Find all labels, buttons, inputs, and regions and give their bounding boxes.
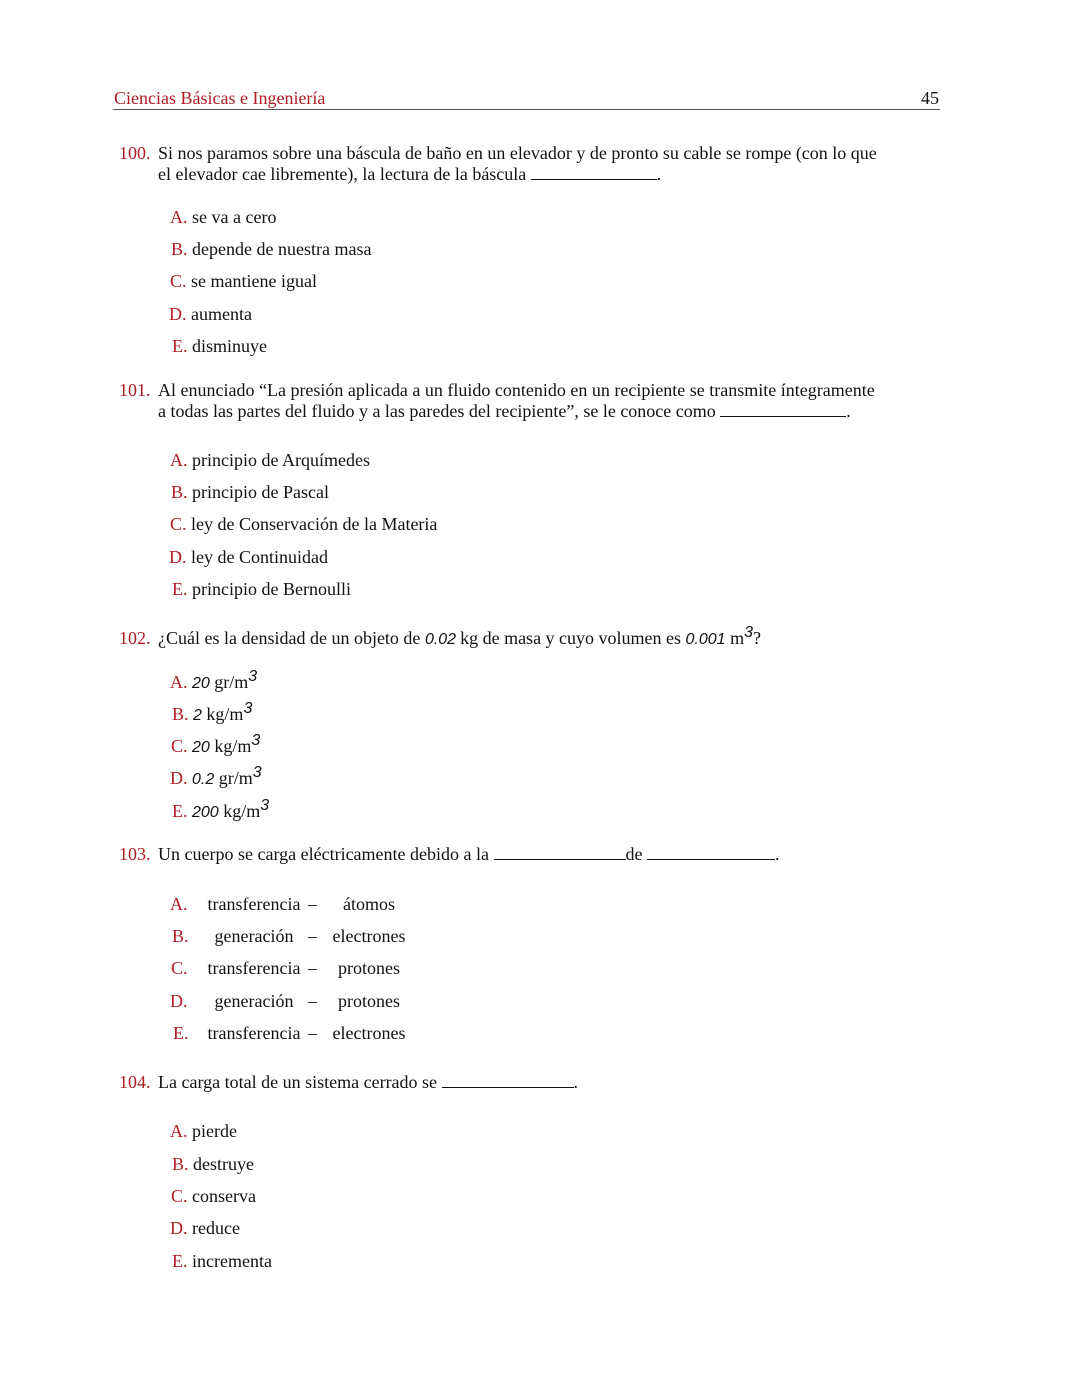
option-letter: B. xyxy=(171,239,188,259)
option-value: 2 xyxy=(193,707,202,724)
question-text: a todas las partes del fluido y a las paredes del recipiente”, se le conoce como . xyxy=(158,401,851,421)
option-dash: – xyxy=(308,926,317,946)
question-text xyxy=(158,843,780,865)
text-part: Un cuerpo se carga eléctricamente debido a la xyxy=(158,844,489,864)
option-exponent: 3 xyxy=(260,797,270,814)
option-value: 20 xyxy=(192,675,210,692)
option-text: pierde xyxy=(192,1121,237,1141)
option-second: electrones xyxy=(332,1023,406,1043)
header-title: Ciencias Básicas e Ingeniería xyxy=(114,88,326,108)
option xyxy=(170,1120,237,1142)
option-dash: – xyxy=(308,1023,317,1043)
option-exponent: 3 xyxy=(248,668,258,685)
answer-blank xyxy=(720,400,846,417)
option-unit: gr/m xyxy=(214,672,249,692)
option-unit: kg/m xyxy=(206,704,244,724)
option xyxy=(172,578,351,600)
option-letter: E. xyxy=(173,1023,189,1043)
text-part: . xyxy=(573,1072,579,1092)
option-text: reduce xyxy=(192,1218,240,1238)
option-letter: C. xyxy=(171,736,188,756)
option xyxy=(171,238,371,260)
option xyxy=(170,206,276,228)
option xyxy=(170,449,370,471)
question-text-line: el elevador cae libremente), la lectura de la báscula xyxy=(158,164,527,184)
option-unit: gr/m xyxy=(218,768,253,788)
option-text: se va a cero xyxy=(192,207,277,227)
header-rule xyxy=(113,109,940,110)
option xyxy=(172,700,253,727)
option-text: incrementa xyxy=(192,1251,272,1271)
option-letter: A. xyxy=(170,672,188,692)
mass-value: 0.02 xyxy=(424,631,457,648)
option-exponent: 3 xyxy=(243,700,253,717)
option-first: transferencia xyxy=(207,1023,301,1043)
option-value: 20 xyxy=(192,739,210,756)
text-part: ¿Cuál es la densidad de un objeto de xyxy=(158,628,421,648)
option-letter: B. xyxy=(171,482,188,502)
option-letter: D. xyxy=(170,1218,188,1238)
volume-value: 0.001 xyxy=(685,631,726,648)
option-letter: C. xyxy=(170,271,187,291)
question-text: el elevador cae libremente), la lectura de la báscula . xyxy=(158,164,662,184)
page-number: 45 xyxy=(921,88,939,108)
option-second: protones xyxy=(338,958,400,978)
option-text: principio de Pascal xyxy=(192,482,329,502)
option-letter: D. xyxy=(170,991,188,1011)
option xyxy=(171,481,329,503)
option-unit: kg/m xyxy=(223,801,261,821)
option-second: átomos xyxy=(343,894,395,914)
option xyxy=(170,1217,240,1239)
option-dash: – xyxy=(308,894,317,914)
text-part: ? xyxy=(753,628,761,648)
answer-blank xyxy=(442,1071,574,1088)
question-number: 103. xyxy=(119,844,151,864)
option xyxy=(171,1185,256,1207)
option-second: protones xyxy=(338,991,400,1011)
option-letter: A. xyxy=(170,450,188,470)
option xyxy=(172,335,267,357)
option-text: principio de Bernoulli xyxy=(192,579,351,599)
option-text: depende de nuestra masa xyxy=(192,239,372,259)
option-unit: kg/m xyxy=(214,736,252,756)
option xyxy=(169,546,328,568)
option-dash: – xyxy=(308,958,317,978)
question-text: Al enunciado “La presión aplicada a un fluido contenido en un recipiente se transmite íntegramente xyxy=(158,380,875,400)
option-text: aumenta xyxy=(191,304,252,324)
option-letter: E. xyxy=(172,801,188,821)
unit: m xyxy=(730,628,745,648)
option xyxy=(171,732,261,759)
option xyxy=(172,1153,254,1175)
option-first: transferencia xyxy=(207,894,301,914)
option-value: 0.2 xyxy=(192,771,215,788)
option-letter: C. xyxy=(171,958,188,978)
text-part: . xyxy=(775,844,780,864)
option xyxy=(172,1250,272,1272)
question-number: 104. xyxy=(119,1072,151,1092)
option-second: electrones xyxy=(332,926,406,946)
option-text: ley de Continuidad xyxy=(191,547,328,567)
option-first: transferencia xyxy=(207,958,301,978)
question-number: 100. xyxy=(119,143,151,163)
option xyxy=(172,797,270,824)
option-letter: D. xyxy=(169,304,187,324)
option xyxy=(170,270,317,292)
option-exponent: 3 xyxy=(252,764,262,781)
option-letter: E. xyxy=(172,579,188,599)
answer-blank-1 xyxy=(494,843,626,860)
question-text: Si nos paramos sobre una báscula de baño en un elevador y de pronto su cable se rompe (con lo que xyxy=(158,143,877,163)
option-letter: D. xyxy=(170,768,188,788)
answer-blank-2 xyxy=(647,843,775,860)
option-letter: B. xyxy=(172,926,189,946)
option-first: generación xyxy=(214,991,294,1011)
option-exponent: 3 xyxy=(251,732,261,749)
option-text: se mantiene igual xyxy=(191,271,317,291)
option-letter: E. xyxy=(172,336,188,356)
option-text: ley de Conservación de la Materia xyxy=(191,514,438,534)
option-letter: E. xyxy=(172,1251,188,1271)
option xyxy=(170,513,437,535)
option-letter: A. xyxy=(170,207,188,227)
option xyxy=(170,668,258,695)
text-part: de xyxy=(625,844,643,864)
question-number: 102. xyxy=(119,628,151,648)
option-text: principio de Arquímedes xyxy=(192,450,370,470)
text-part: La carga total de un sistema cerrado se xyxy=(158,1072,438,1092)
question-text-line: a todas las partes del fluido y a las paredes del recipiente”, se le conoce como xyxy=(158,401,716,421)
option-letter: B. xyxy=(172,1154,189,1174)
option-letter: A. xyxy=(170,1121,188,1141)
question-text xyxy=(158,624,761,651)
option-first: generación xyxy=(214,926,294,946)
answer-blank xyxy=(531,163,657,180)
option-letter: D. xyxy=(169,547,187,567)
question-text xyxy=(158,1071,578,1093)
exponent: 3 xyxy=(744,624,753,641)
option-value: 200 xyxy=(192,804,219,821)
option-text: disminuye xyxy=(192,336,267,356)
question-number: 101. xyxy=(119,380,151,400)
option-letter: C. xyxy=(171,1186,188,1206)
option-dash: – xyxy=(308,991,317,1011)
option-text: destruye xyxy=(193,1154,254,1174)
option xyxy=(170,764,262,791)
text-part: kg de masa y cuyo volumen es xyxy=(460,628,682,648)
option-text: conserva xyxy=(192,1186,256,1206)
option-letter: A. xyxy=(170,894,188,914)
option-letter: B. xyxy=(172,704,189,724)
option xyxy=(169,303,252,325)
option-letter: C. xyxy=(170,514,187,534)
